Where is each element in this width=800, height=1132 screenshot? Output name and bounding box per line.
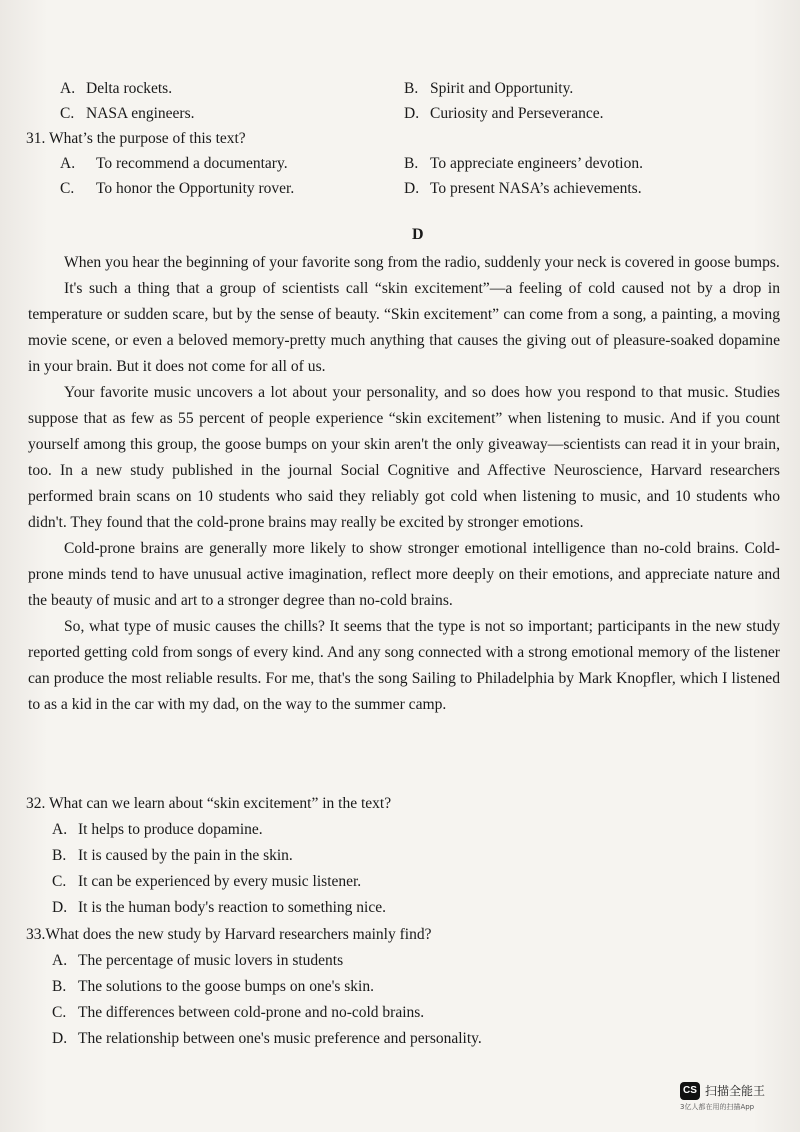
- q31-option-b[interactable]: [404, 155, 643, 173]
- option-text: Curiosity and Perseverance.: [430, 105, 604, 122]
- option-letter: A.: [52, 821, 68, 838]
- option-letter: A.: [52, 952, 68, 969]
- option-letter: C.: [60, 105, 75, 122]
- option-text: To present NASA’s achievements.: [430, 180, 642, 197]
- q31-option-d[interactable]: [404, 180, 642, 198]
- option-text: It helps to produce dopamine.: [78, 821, 263, 838]
- option-text: It is caused by the pain in the skin.: [78, 847, 293, 864]
- q31-option-a[interactable]: [60, 155, 288, 173]
- q30-option-b[interactable]: [404, 80, 573, 98]
- option-letter: B.: [52, 847, 67, 864]
- q30-option-c[interactable]: [60, 105, 195, 123]
- option-text: The relationship between one's music preference and personality.: [78, 1030, 482, 1047]
- q31-option-c[interactable]: [60, 180, 294, 198]
- passage-paragraph-3: Your favorite music uncovers a lot about your personality, and so does how you respond to that music. Studies suppose that as few as 55 percent of people experience “skin excitement” when listening to music. And if you count yourself among this group, the goose bumps on your skin aren't the only giveaway—scientists can read it in your brain, too. In a new study published in the journal Social Cognitive and Affective Neuroscience, Harvard researchers performed brain scans on 10 students who said they reliably got cold when listening to music, and 10 students who didn't. They found that the cold-prone brains may really be excited by stronger emotions.: [28, 384, 780, 531]
- passage-paragraph-5: So, what type of music causes the chills? It seems that the type is not so important; participants in the new study reported getting cold from songs of every kind. And any song connected with a strong emotional memory of the listener can produce the most reliable results. For me, that's the song Sailing to Philadelphia by Mark Knopfler, which I listened to as a kid in the car with my dad, on the way to the summer camp.: [28, 618, 780, 713]
- option-text: It can be experienced by every music listener.: [78, 873, 362, 890]
- section-heading: D: [412, 226, 424, 243]
- option-letter: C.: [52, 873, 67, 890]
- option-letter: B.: [404, 155, 419, 172]
- q30-option-d[interactable]: [404, 105, 603, 123]
- option-letter: C.: [60, 180, 75, 197]
- q33-stem: 33.What does the new study by Harvard researchers mainly find?: [26, 926, 432, 943]
- option-letter: A.: [60, 155, 76, 172]
- scanner-watermark: [680, 1082, 790, 1122]
- option-letter: B.: [404, 80, 419, 97]
- option-letter: D.: [404, 180, 420, 197]
- q33-option-d[interactable]: [52, 1030, 482, 1048]
- reading-passage: [28, 250, 780, 718]
- q31-stem: 31. What’s the purpose of this text?: [26, 130, 246, 147]
- option-text: Delta rockets.: [86, 80, 173, 97]
- option-text: Spirit and Opportunity.: [430, 80, 574, 97]
- option-letter: D.: [52, 899, 68, 916]
- passage-paragraph-4: Cold-prone brains are generally more likely to show stronger emotional intelligence than no-cold brains. Cold-prone minds tend to have unusual active imagination, reflect more deeply on their emotions, and appreciate nature and the beauty of music and art to a stronger degree than no-cold brains.: [28, 540, 780, 609]
- option-letter: C.: [52, 1004, 67, 1021]
- q32-stem: 32. What can we learn about “skin excitement” in the text?: [26, 795, 392, 812]
- q32-option-c[interactable]: [52, 873, 361, 891]
- option-text: The percentage of music lovers in students: [78, 952, 344, 969]
- q30-option-a[interactable]: [60, 80, 172, 98]
- q33-option-c[interactable]: [52, 1004, 424, 1022]
- watermark-app-name: 扫描全能王: [705, 1084, 766, 1098]
- option-letter: D.: [52, 1030, 68, 1047]
- option-text: The solutions to the goose bumps on one's skin.: [78, 978, 374, 995]
- q32-option-b[interactable]: [52, 847, 293, 865]
- q33-option-b[interactable]: [52, 978, 374, 996]
- camscanner-logo-icon: CS: [680, 1082, 700, 1100]
- option-letter: B.: [52, 978, 67, 995]
- option-text: It is the human body's reaction to something nice.: [78, 899, 386, 916]
- passage-paragraph-2: It's such a thing that a group of scientists call “skin excitement”—a feeling of cold caused not by a drop in temperature or sudden scare, but by the sense of beauty. “Skin excitement” can come from a song, a painting, a moving movie scene, or even a beloved memory-pretty much anything that causes the giving out of pleasure-soaked dopamine in your brain. But it does not come for all of us.: [28, 280, 780, 375]
- option-text: To recommend a documentary.: [96, 155, 288, 172]
- option-text: NASA engineers.: [86, 105, 195, 122]
- option-text: To honor the Opportunity rover.: [96, 180, 295, 197]
- q33-option-a[interactable]: [52, 952, 343, 970]
- passage-paragraph-1: When you hear the beginning of your favorite song from the radio, suddenly your neck is covered in goose bumps.: [64, 254, 780, 271]
- watermark-tagline: 3亿人都在用的扫描App: [680, 1103, 755, 1111]
- option-text: To appreciate engineers’ devotion.: [430, 155, 643, 172]
- q32-option-a[interactable]: [52, 821, 263, 839]
- option-letter: A.: [60, 80, 76, 97]
- option-letter: D.: [404, 105, 420, 122]
- q32-option-d[interactable]: [52, 899, 386, 917]
- option-text: The differences between cold-prone and no-cold brains.: [78, 1004, 425, 1021]
